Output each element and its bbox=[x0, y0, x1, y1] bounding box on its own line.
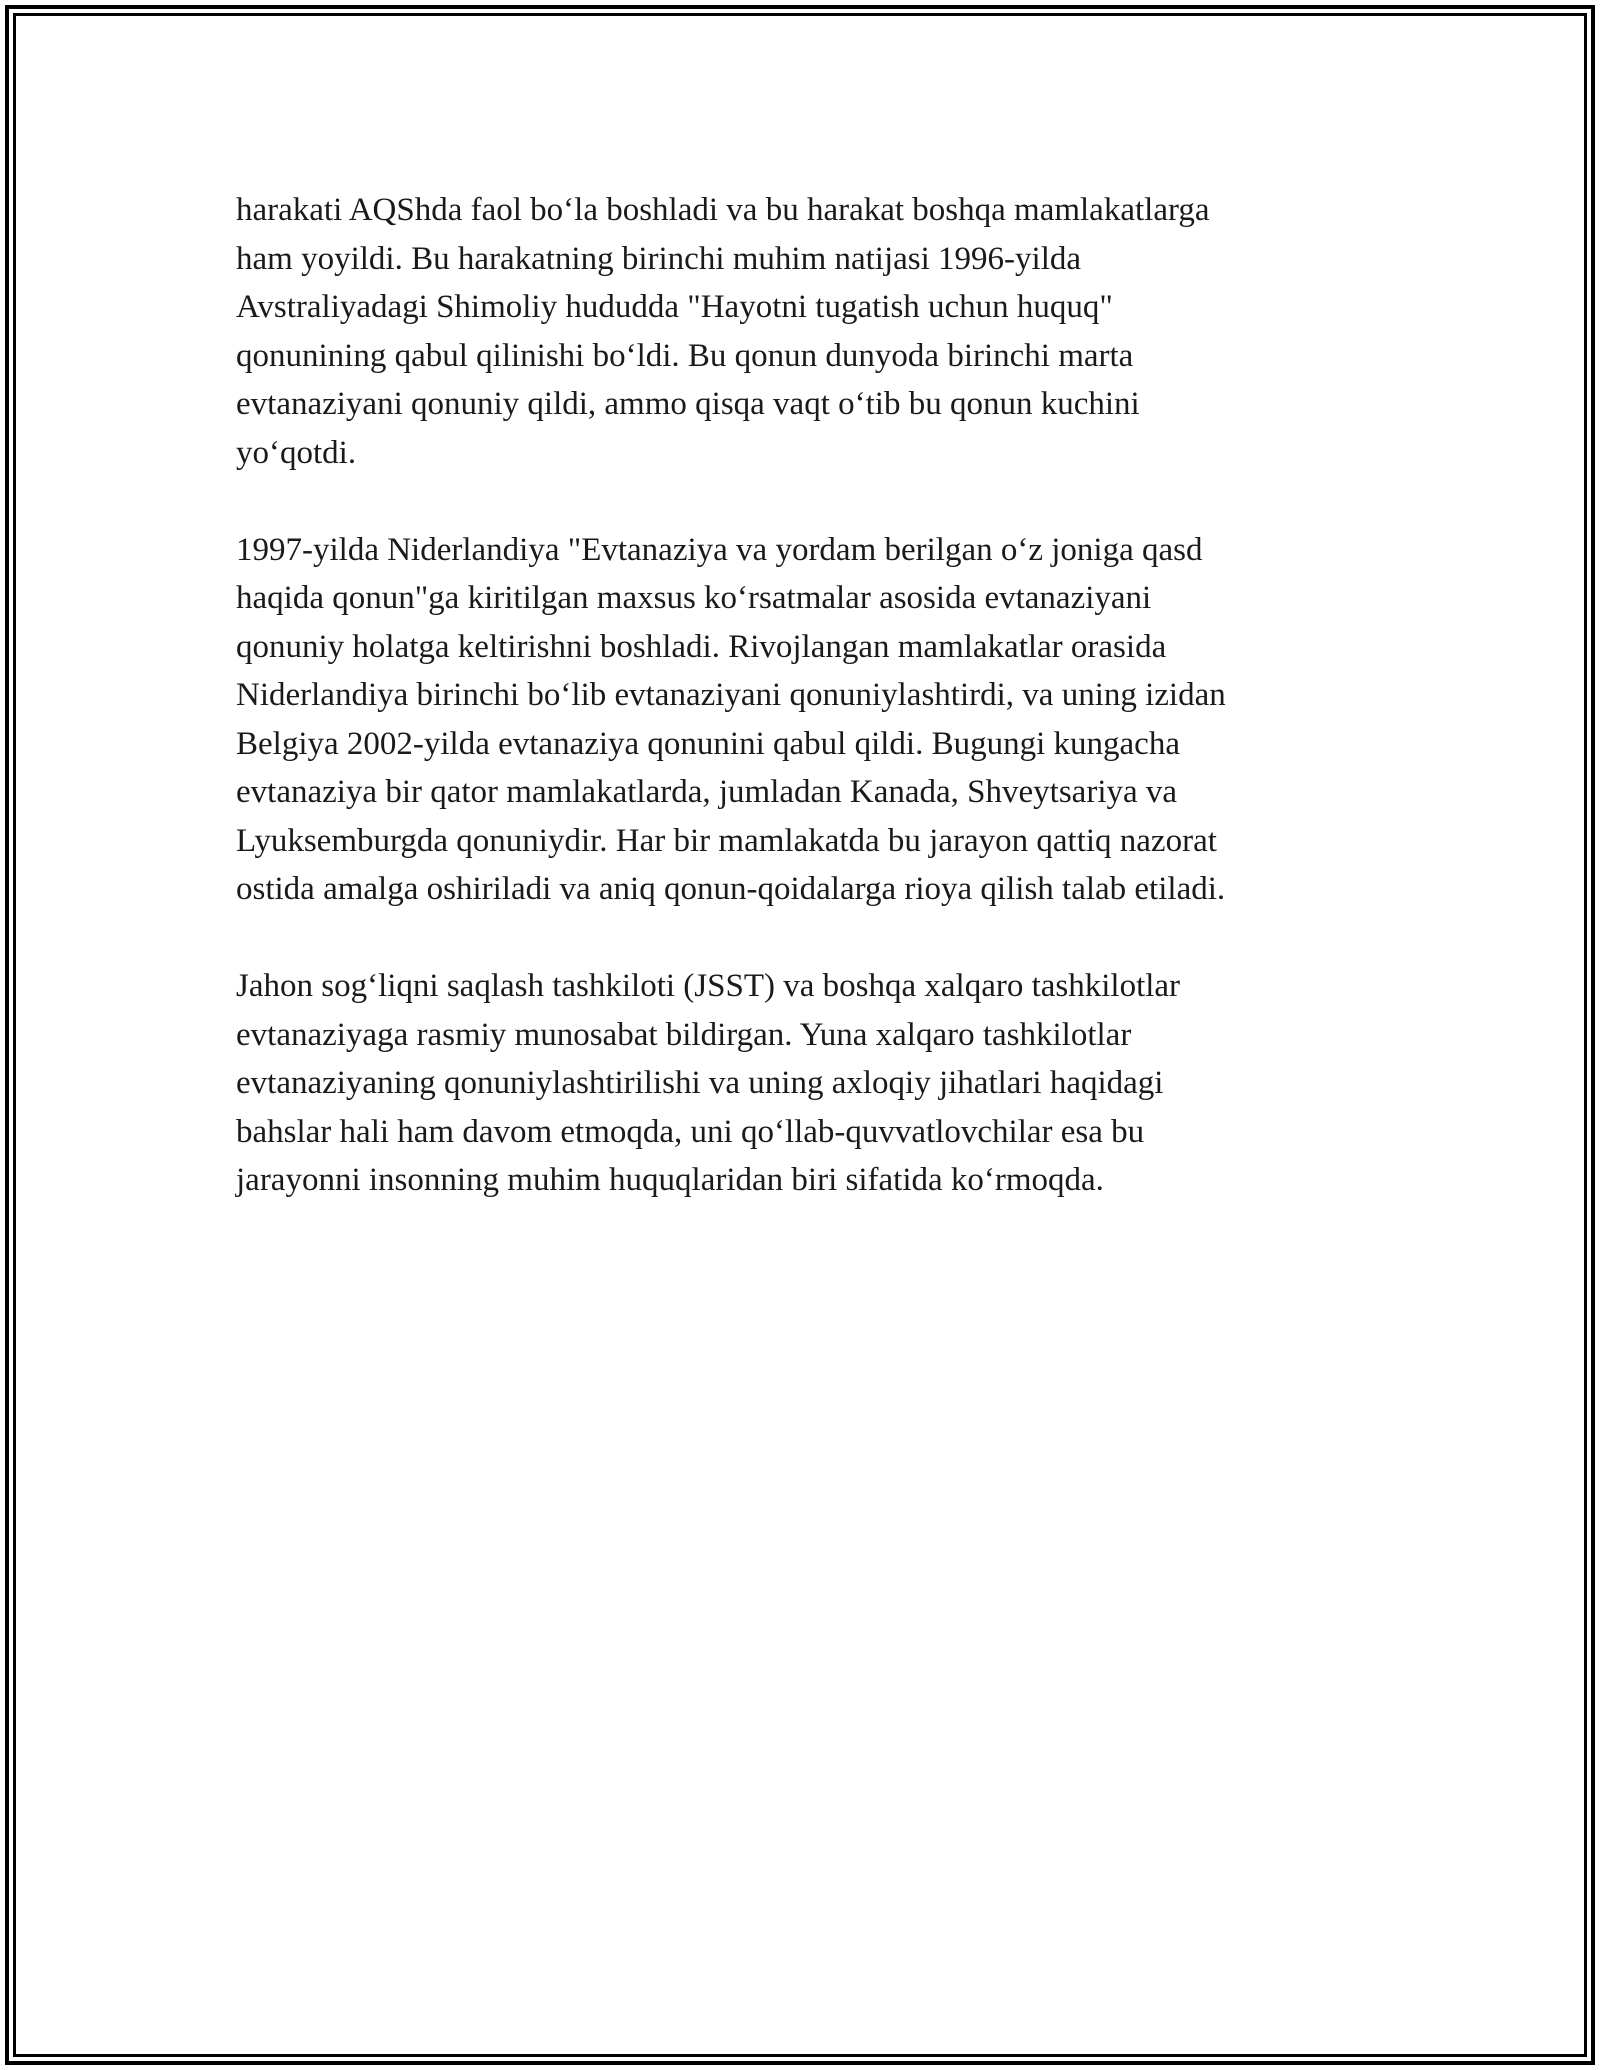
document-body bbox=[236, 186, 1366, 1253]
paragraph-3: Jahon sog‘liqni saqlash tashkiloti (JSST) va boshqa xalqaro tashkilotlar evtanaziyaga rasmiy munosabat bildirgan. Yuna xalqaro tashkilotlar evtanaziyaning qonuniylashtirilishi va uning axloqiy jihatlari haqidagi bahslar hali ham davom etmoqda, uni qo‘llab-quvvatlovchilar esa bu jarayonni insonning muhim huquqlaridan biri sifatida ko‘rmoqda. bbox=[236, 968, 1181, 1198]
paragraph-2: 1997-yilda Niderlandiya "Evtanaziya va yordam berilgan o‘z joniga qasd haqida qonun"ga kiritilgan maxsus ko‘rsatmalar asosida evtanaziyani qonuniy holatga keltirishni boshladi. Rivojlangan mamlakatlar orasida Niderlandiya birinchi bo‘lib evtanaziyani qonuniylashtirdi, va uning izidan Belgiya 2002-yilda evtanaziya qonunini qabul qildi. Bugungi kungacha evtanaziya bir qator mamlakatlarda, jumladan Kanada, Shveytsariya va Lyuksemburgda qonuniydir. Har bir mamlakatda bu jarayon qattiq nazorat ostida amalga oshiriladi va aniq qonun-qoidalarga rioya qilish talab etiladi. bbox=[236, 531, 1226, 907]
paragraph-1: harakati AQShda faol bo‘la boshladi va bu harakat boshqa mamlakatlarga ham yoyildi. Bu harakatning birinchi muhim natijasi 1996-yilda Avstraliyadagi Shimoliy hududda "Hayotni tugatish uchun huquq" qonunining qabul qilinishi bo‘ldi. Bu qonun dunyoda birinchi marta evtanaziyani qonuniy qildi, ammo qisqa vaqt o‘tib bu qonun kuchini yo‘qotdi. bbox=[236, 192, 1210, 471]
